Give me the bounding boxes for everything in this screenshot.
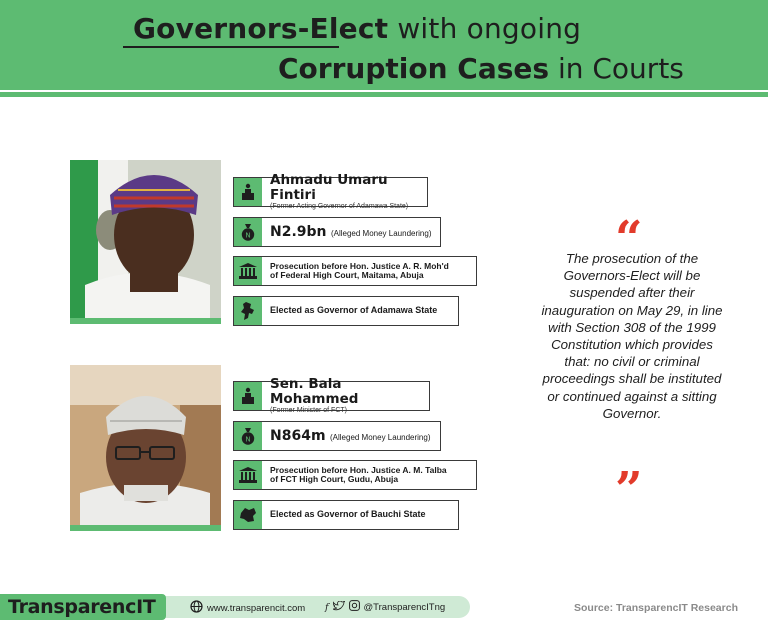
quote-text: The prosecution of the Governors-Elect will be suspended after their inauguration on May 29, in line with Section 308 of the 1999 Constitution which provides that: no civil or criminal proceedings shall be instituted or continued against a sitting Governor. — [541, 251, 723, 421]
elected-row — [233, 500, 459, 530]
amount-note: (Alleged Money Laundering) — [330, 229, 432, 239]
state-map-icon — [234, 501, 262, 529]
title-underline — [123, 46, 339, 48]
alleged-amount: N864m — [270, 428, 326, 445]
twitter-icon — [333, 601, 345, 614]
facebook-icon: f — [325, 601, 329, 613]
page-title-line1 — [133, 12, 581, 45]
title-rest-2: in Courts — [549, 52, 684, 85]
title-bold-2: Corruption Cases — [278, 52, 550, 85]
court-line-2: of FCT High Court, Gudu, Abuja — [270, 474, 399, 484]
profile-subtitle: (Former Acting Governor of Adamawa State) — [270, 203, 409, 210]
source-credit: Source: TransparencIT Research — [574, 602, 738, 614]
social-handle[interactable] — [325, 600, 445, 614]
profile-name: Ahmadu Umaru Fintiri — [270, 172, 388, 204]
brand-logo: TransparencIT — [8, 596, 156, 618]
profile-subtitle: (Former Minister of FCT) — [270, 407, 347, 414]
page-title-line2 — [278, 52, 684, 85]
close-quote-mark: ” — [615, 462, 643, 518]
money-bag-icon — [234, 422, 262, 450]
handle-text: @TransparencITng — [363, 601, 446, 613]
instagram-icon — [349, 600, 360, 614]
podium-icon — [234, 382, 262, 410]
profile-name: Sen. Bala Mohammed — [270, 376, 359, 408]
website-text: www.transparencit.com — [207, 602, 306, 614]
open-quote-mark: “ — [615, 211, 643, 267]
amount-note: (Alleged Money Laundering) — [329, 433, 431, 443]
amount-row — [233, 421, 441, 451]
amount-row — [233, 217, 441, 247]
svg-text:N: N — [245, 231, 251, 240]
elected-text: Elected as Governor of Bauchi State — [270, 509, 426, 520]
court-line-1: Prosecution before Hon. Justice A. R. Moh'd — [270, 260, 449, 271]
profile-name-row — [233, 376, 430, 414]
courthouse-icon — [234, 461, 262, 489]
portrait-underline — [70, 318, 221, 324]
title-bold-1: Governors-Elect — [133, 12, 389, 45]
court-line-1: Prosecution before Hon. Justice A. M. Talba — [270, 464, 447, 475]
podium-icon — [234, 178, 262, 206]
header-divider — [0, 92, 768, 97]
alleged-amount: N2.9bn — [270, 224, 327, 241]
state-map-icon — [234, 297, 262, 325]
elected-row — [233, 296, 459, 326]
money-bag-icon — [234, 218, 262, 246]
title-rest-1: with ongoing — [388, 12, 582, 45]
elected-text: Elected as Governor of Adamawa State — [270, 305, 438, 316]
court-row — [233, 256, 477, 286]
courthouse-icon — [234, 257, 262, 285]
profile-name-row — [233, 172, 428, 210]
website-link[interactable] — [190, 600, 305, 616]
portrait-underline — [70, 525, 221, 531]
court-row — [233, 460, 477, 490]
portrait-fintiri — [70, 160, 221, 318]
svg-text:N: N — [245, 435, 251, 444]
court-line-2: of Federal High Court, Maitama, Abuja — [270, 270, 424, 280]
portrait-bala-mohammed — [70, 365, 221, 525]
globe-icon — [190, 600, 203, 616]
